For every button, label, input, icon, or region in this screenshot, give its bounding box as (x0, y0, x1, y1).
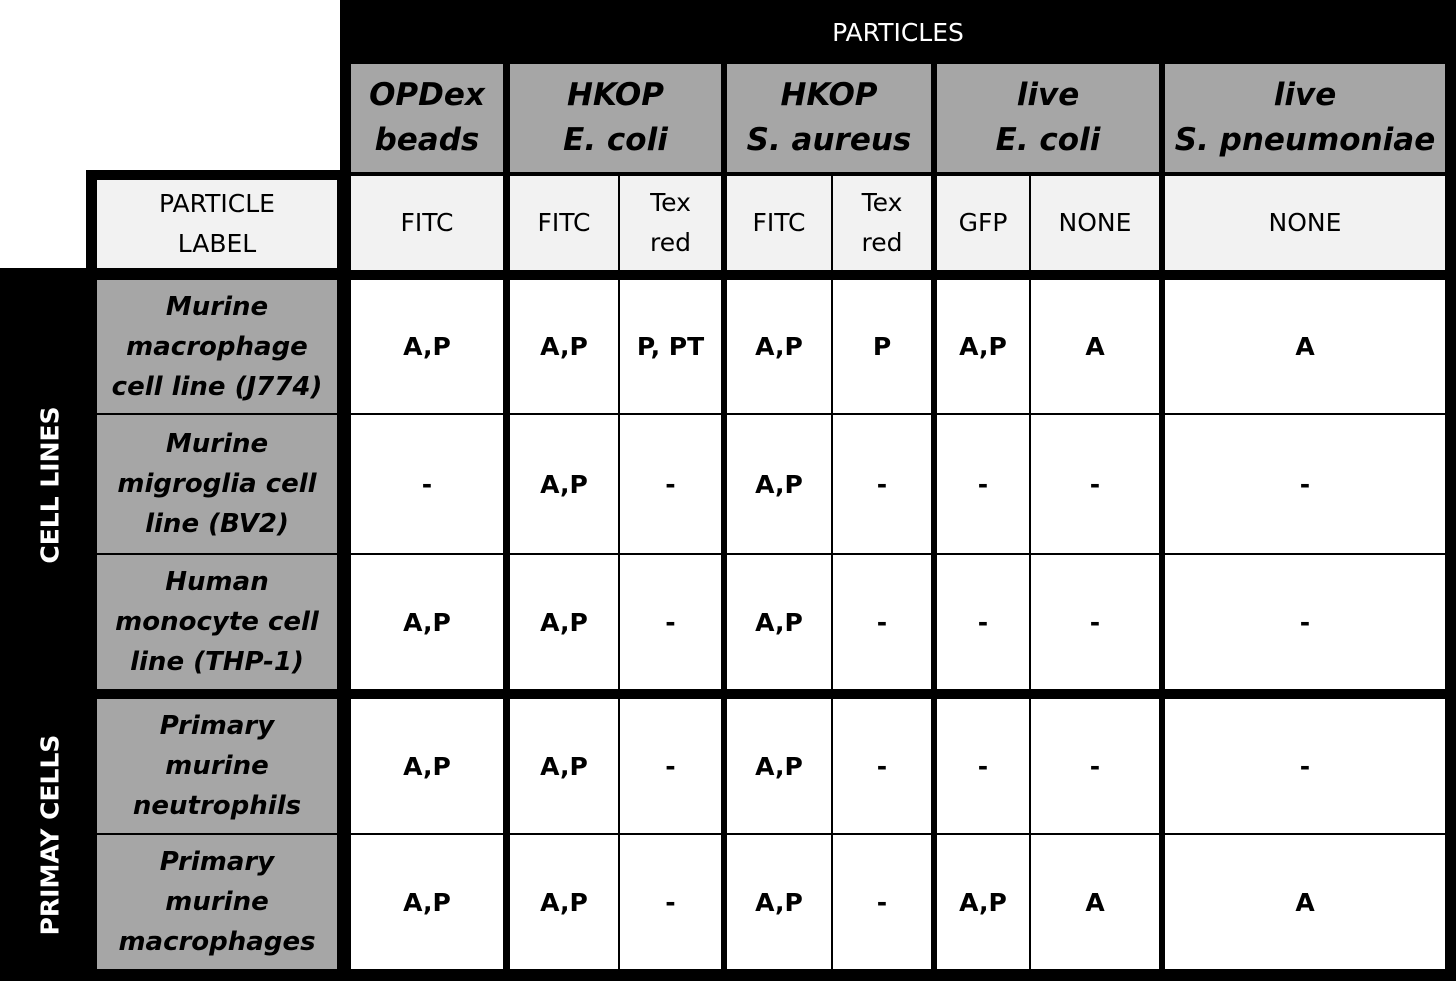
table-cell: - (1165, 415, 1445, 553)
table-cell: A (1165, 280, 1445, 413)
particle-type-live-spneumoniae (1165, 64, 1445, 172)
label-cell (620, 176, 721, 270)
label-line1: NONE (1058, 208, 1132, 237)
group-label-cell-lines: CELL LINES (35, 406, 65, 564)
table-cell: - (937, 555, 1029, 689)
table-cell: - (833, 555, 931, 689)
row-header-line3: neutrophils (132, 791, 302, 821)
table-cell: - (833, 699, 931, 833)
particle-type-line2: S. aureus (746, 122, 912, 158)
table-cell: A,P (937, 280, 1029, 413)
table-cell: - (1031, 555, 1159, 689)
particle-type-line2: beads (374, 122, 480, 158)
particles-title: PARTICLES (832, 17, 964, 47)
particle-type-line1: HKOP (566, 77, 665, 113)
table-cell: - (620, 555, 721, 689)
table-cell: A,P (351, 835, 503, 969)
table-cell: - (620, 699, 721, 833)
table-cell: - (1165, 699, 1445, 833)
table-cell: P (833, 280, 931, 413)
particle-type-line2: E. coli (995, 122, 1101, 158)
row-header-line1: Human (165, 567, 269, 597)
table-cell: A,P (727, 280, 831, 413)
table-cell: - (351, 415, 503, 553)
row-header-line1: Murine (165, 291, 269, 322)
label-cell (351, 176, 503, 270)
row-header-line3: line (BV2) (145, 509, 289, 539)
label-cell (727, 176, 831, 270)
label-line1: GFP (958, 208, 1008, 237)
table-cell: A,P (510, 415, 618, 553)
label-line1: FITC (537, 208, 591, 237)
label-line2: red (650, 228, 691, 257)
table-cell: A,P (510, 699, 618, 833)
label-header-line2: LABEL (177, 229, 257, 258)
table-cell: - (1031, 415, 1159, 553)
label-cell (510, 176, 618, 270)
table-cell: A,P (351, 280, 503, 413)
table-cell: A (1031, 280, 1159, 413)
label-header-line1: PARTICLE (159, 189, 275, 218)
table-cell: A,P (937, 835, 1029, 969)
table-cell: - (1165, 555, 1445, 689)
particle-type-line2: E. coli (563, 122, 668, 158)
table-cell: - (620, 835, 721, 969)
particle-type-line1: HKOP (780, 77, 878, 113)
table-cell: - (937, 699, 1029, 833)
row-header-neutrophils (97, 699, 337, 833)
row-header-line2: murine (165, 751, 269, 781)
particle-type-hkop-ecoli (510, 64, 721, 172)
row-header-line2: monocyte cell (115, 607, 319, 637)
row-header-line1: Primary (159, 847, 275, 877)
row-header-bv2 (97, 415, 337, 553)
table-cell: - (1031, 699, 1159, 833)
label-line1: FITC (752, 208, 806, 237)
row-header-line2: migroglia cell (117, 469, 317, 499)
row-header-thp1 (97, 555, 337, 689)
row-header-line3: macrophages (118, 927, 316, 957)
label-line1: Tex (650, 188, 691, 217)
table-cell: - (937, 415, 1029, 553)
label-cell (1165, 176, 1445, 270)
row-header-line1: Murine (165, 429, 269, 459)
group-label-primary-cells: PRIMAY CELLS (35, 734, 65, 936)
table-cell: P, PT (620, 280, 721, 413)
row-header-line2: macrophage (126, 331, 308, 362)
table-cell: A,P (727, 415, 831, 553)
table-cell: A,P (510, 555, 618, 689)
particle-type-opdex-beads (351, 64, 503, 172)
particles-header (340, 0, 1456, 64)
particle-label-header (97, 180, 337, 268)
particle-type-line1: OPDex (369, 77, 485, 113)
label-cell (1031, 176, 1159, 270)
table-cell: - (620, 415, 721, 553)
table-cell: - (833, 415, 931, 553)
table-cell: A,P (510, 835, 618, 969)
particle-type-line2: S. pneumoniae (1174, 122, 1436, 158)
label-cell (833, 176, 931, 270)
label-line1: Tex (861, 188, 903, 217)
row-header-line3: cell line (J774) (111, 371, 323, 402)
label-line1: NONE (1268, 208, 1342, 237)
label-line1: FITC (400, 208, 454, 237)
label-line2: red (861, 228, 903, 257)
label-cell (937, 176, 1029, 270)
row-header-line2: murine (165, 887, 269, 917)
particle-type-line1: live (1273, 77, 1337, 113)
table-cell: A,P (351, 699, 503, 833)
row-header-line1: Primary (159, 711, 275, 741)
table-cell: A,P (727, 555, 831, 689)
table-cell: A,P (510, 280, 618, 413)
particle-type-live-ecoli (937, 64, 1159, 172)
table-cell: A (1165, 835, 1445, 969)
table-cell: - (833, 835, 931, 969)
row-header-j774 (97, 280, 337, 413)
table-cell: A,P (727, 835, 831, 969)
particle-type-line1: live (1016, 77, 1080, 113)
particle-type-hkop-saureus (727, 64, 931, 172)
table-cell: A,P (351, 555, 503, 689)
row-header-line3: line (THP-1) (130, 647, 304, 677)
row-header-macrophages (97, 835, 337, 969)
table-cell: A (1031, 835, 1159, 969)
table-cell: A,P (727, 699, 831, 833)
